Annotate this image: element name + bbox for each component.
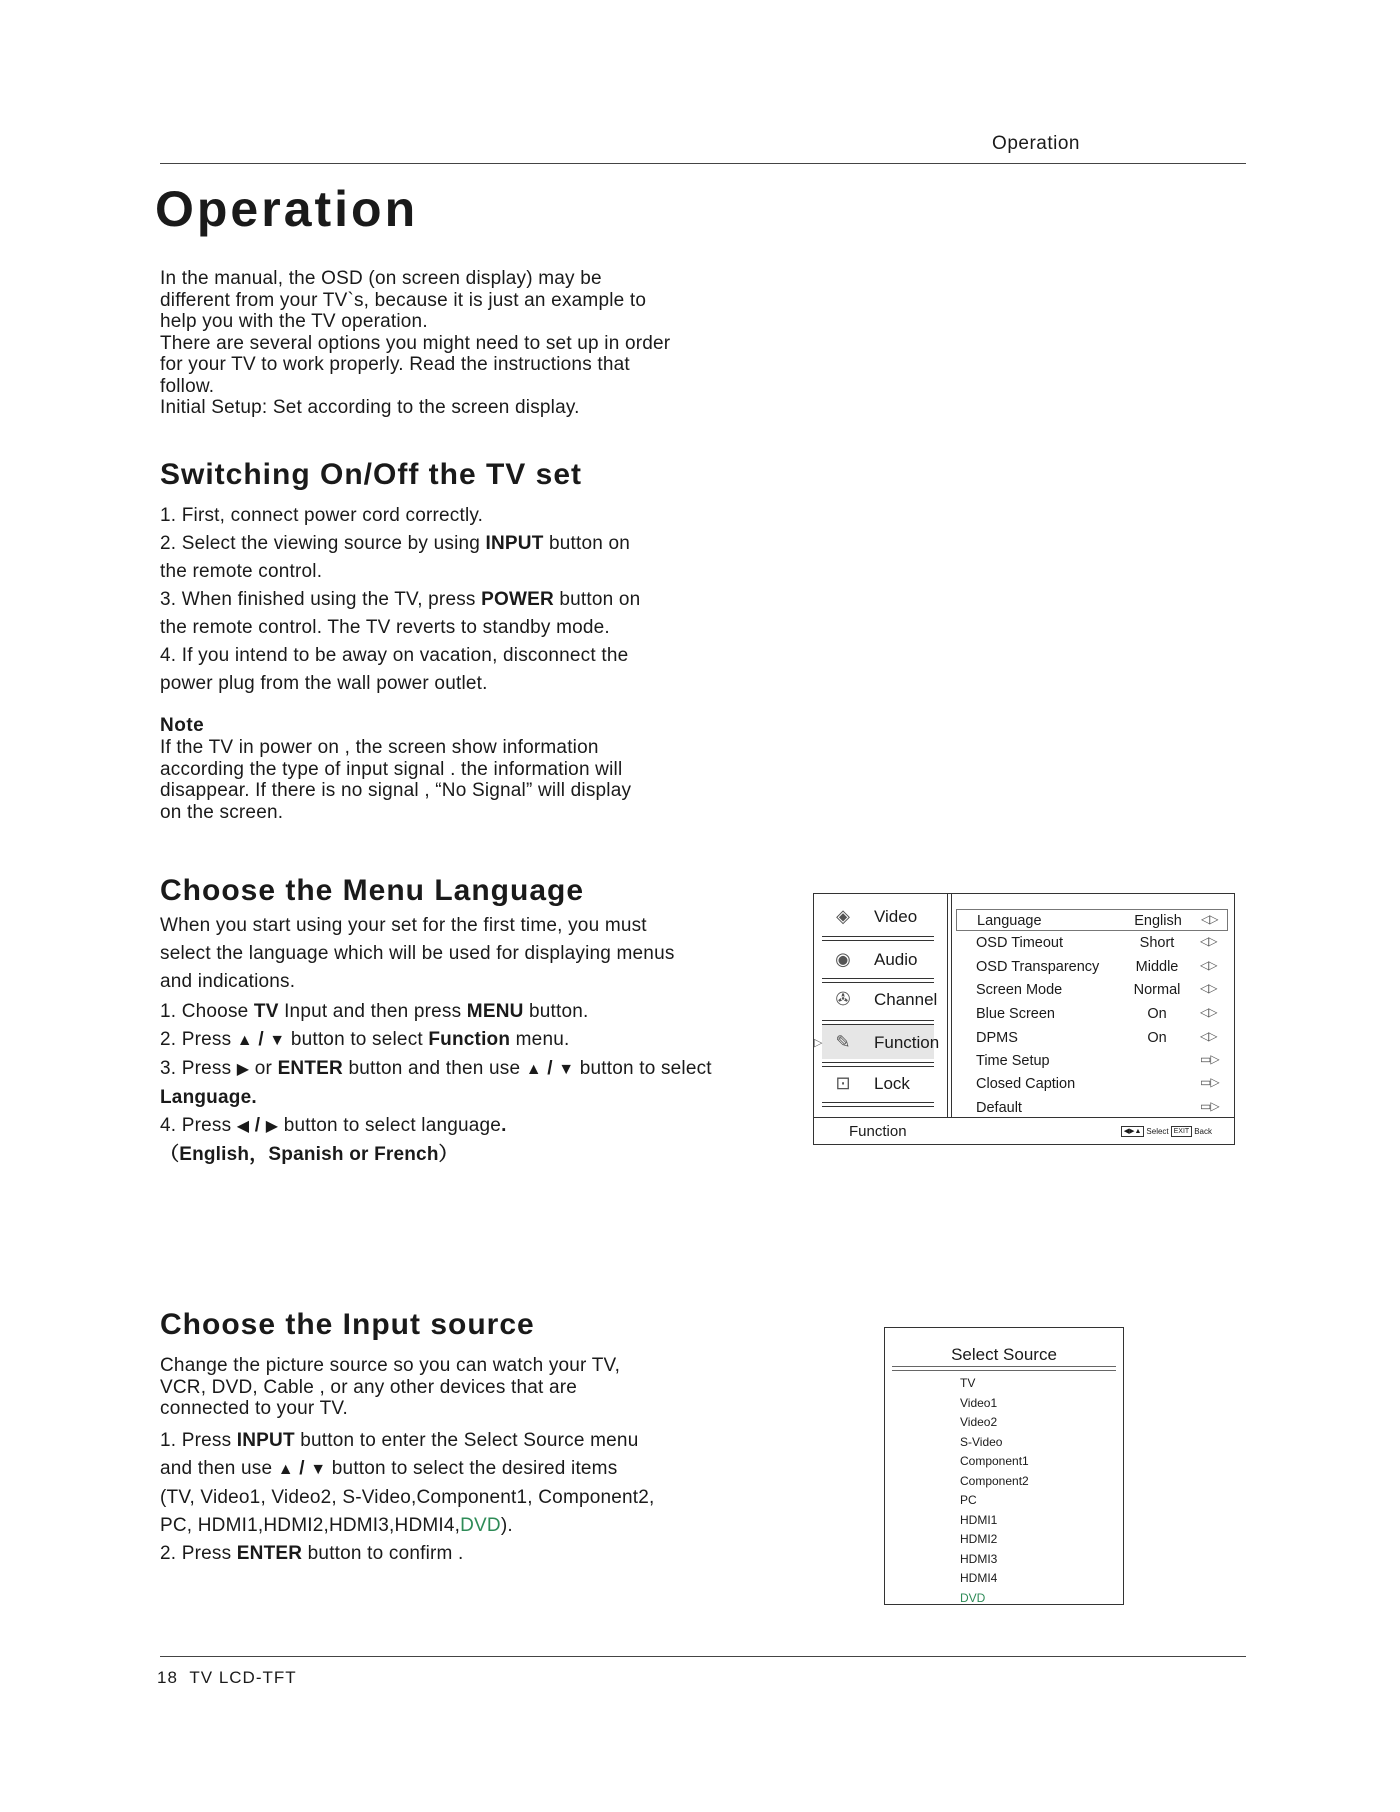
osd-separator bbox=[822, 1102, 934, 1107]
osd-menu-video[interactable]: ◈ Video bbox=[822, 899, 934, 933]
up-arrow-icon: ▲ bbox=[525, 1061, 542, 1078]
intro-line: different from your TV`s, because it is just an example to bbox=[160, 289, 647, 311]
source-item[interactable]: Component2 bbox=[960, 1473, 1029, 1488]
language-text: select the language which will be used for displaying menus bbox=[160, 943, 675, 964]
enter-submenu-icon: ▭▷ bbox=[1200, 1052, 1219, 1066]
language-text: When you start using your set for the first time, you must bbox=[160, 915, 647, 936]
source-item[interactable]: Video1 bbox=[960, 1395, 998, 1410]
osd-row-closed-caption[interactable]: Closed Caption ▭▷ bbox=[976, 1075, 1219, 1092]
osd-row-time-setup[interactable]: Time Setup ▭▷ bbox=[976, 1052, 1219, 1069]
exit-key: EXIT bbox=[1171, 1126, 1193, 1137]
left-right-arrows-icon: ◁▷ bbox=[1201, 912, 1218, 926]
note-line: If the TV in power on , the screen show information bbox=[160, 737, 599, 758]
switching-steps bbox=[160, 502, 760, 698]
video-icon: ◈ bbox=[836, 906, 850, 926]
osd-footer bbox=[814, 1117, 1234, 1145]
osd-row-blue-screen[interactable]: Blue Screen On ◁▷ bbox=[976, 1005, 1217, 1022]
source-item[interactable]: HDMI4 bbox=[960, 1571, 998, 1585]
step-text: PC, HDMI1,HDMI2,HDMI3,HDMI4,DVD). bbox=[160, 1515, 513, 1536]
osd-row-dpms[interactable]: DPMS On ◁▷ bbox=[976, 1029, 1217, 1046]
left-arrow-icon: ◀ bbox=[236, 1118, 250, 1135]
running-header: Operation bbox=[992, 133, 1080, 154]
intro-line: follow. bbox=[160, 375, 215, 397]
right-arrow-icon: ▶ bbox=[265, 1118, 279, 1135]
step-text: Language. bbox=[160, 1087, 257, 1108]
down-arrow-icon: ▼ bbox=[558, 1061, 575, 1078]
switching-heading: Switching On/Off the TV set bbox=[160, 458, 583, 491]
up-arrow-icon: ▲ bbox=[236, 1032, 253, 1049]
intro-paragraph bbox=[160, 268, 760, 419]
step-text: 4. If you intend to be away on vacation, disconnect the bbox=[160, 645, 629, 666]
channel-icon: ✇ bbox=[835, 989, 851, 1009]
input-line: connected to your TV. bbox=[160, 1398, 348, 1419]
language-text: and indications. bbox=[160, 971, 296, 992]
left-right-arrows-icon: ◁▷ bbox=[1200, 958, 1217, 972]
note-line: disappear. If there is no signal , “No Signal” will display bbox=[160, 780, 632, 801]
source-item[interactable]: HDMI3 bbox=[960, 1551, 998, 1566]
left-right-arrows-icon: ◁▷ bbox=[1200, 1029, 1217, 1043]
selected-pointer-icon: ▷ bbox=[814, 1037, 823, 1049]
step-text: 3. When finished using the TV, press POWER button on bbox=[160, 589, 641, 610]
step-text: power plug from the wall power outlet. bbox=[160, 673, 488, 694]
language-heading: Choose the Menu Language bbox=[160, 874, 585, 907]
step-text: （English，Spanish or French） bbox=[160, 1144, 458, 1165]
source-list bbox=[960, 1374, 1029, 1608]
osd-key-hints: ◀▶▲ Select EXIT Back bbox=[1121, 1126, 1212, 1137]
input-steps bbox=[160, 1427, 800, 1568]
note-line: on the screen. bbox=[160, 801, 284, 823]
navigation-keys-icon: ◀▶▲ bbox=[1121, 1126, 1145, 1137]
osd-settings-list bbox=[956, 894, 1228, 1117]
osd-menu-lock[interactable]: ⊡ Lock bbox=[822, 1066, 934, 1100]
note-heading: Note bbox=[160, 715, 205, 736]
step-text: 2. Press ENTER button to confirm . bbox=[160, 1543, 464, 1564]
step-text: the remote control. The TV reverts to standby mode. bbox=[160, 617, 610, 638]
source-item[interactable]: Video2 bbox=[960, 1415, 998, 1429]
enter-submenu-icon: ▭▷ bbox=[1200, 1099, 1219, 1113]
down-arrow-icon: ▼ bbox=[310, 1461, 327, 1478]
page-title: Operation bbox=[155, 181, 419, 237]
header-rule bbox=[160, 163, 1246, 164]
step-text: 1. First, connect power cord correctly. bbox=[160, 505, 484, 526]
left-right-arrows-icon: ◁▷ bbox=[1200, 934, 1217, 948]
footer-rule bbox=[160, 1656, 1246, 1657]
osd-row-default[interactable]: Default ▭▷ bbox=[976, 1099, 1219, 1116]
osd-divider bbox=[947, 894, 952, 1117]
input-line: VCR, DVD, Cable , or any other devices that are bbox=[160, 1376, 578, 1398]
select-source-rule bbox=[892, 1366, 1116, 1371]
input-intro bbox=[160, 1355, 760, 1420]
left-right-arrows-icon: ◁▷ bbox=[1200, 1005, 1217, 1019]
page-number: 18 bbox=[157, 1668, 178, 1687]
page-footer bbox=[157, 1668, 297, 1688]
lock-icon: ⊡ bbox=[835, 1073, 851, 1093]
enter-submenu-icon: ▭▷ bbox=[1200, 1075, 1219, 1089]
intro-line: help you with the TV operation. bbox=[160, 311, 428, 332]
osd-function-menu bbox=[813, 893, 1235, 1145]
source-item[interactable]: Component1 bbox=[960, 1454, 1029, 1468]
select-source-title: Select Source bbox=[951, 1345, 1057, 1364]
source-item[interactable]: S-Video bbox=[960, 1434, 1003, 1449]
step-text: 3. Press ▶ or ENTER button and then use ▲ / ▼ button to select bbox=[160, 1058, 712, 1079]
osd-category-list bbox=[814, 894, 947, 1117]
note-line: according the type of input signal . the information will bbox=[160, 758, 623, 780]
osd-menu-function[interactable]: ✎ Function bbox=[822, 1025, 934, 1059]
source-item[interactable]: HDMI2 bbox=[960, 1532, 998, 1546]
note-text bbox=[160, 737, 760, 823]
step-text: 4. Press ◀ / ▶ button to select language. bbox=[160, 1115, 507, 1136]
input-line: Change the picture source so you can watch your TV, bbox=[160, 1355, 621, 1376]
input-heading: Choose the Input source bbox=[160, 1308, 535, 1341]
left-right-arrows-icon: ◁▷ bbox=[1200, 981, 1217, 995]
step-text: 1. Press INPUT button to enter the Select Source menu bbox=[160, 1430, 639, 1451]
down-arrow-icon: ▼ bbox=[269, 1032, 286, 1049]
intro-line: There are several options you might need to set up in order bbox=[160, 332, 671, 354]
osd-row-osd-transparency[interactable]: OSD Transparency Middle ◁▷ bbox=[976, 958, 1217, 975]
select-source-menu bbox=[884, 1327, 1124, 1605]
right-arrow-icon: ▶ bbox=[236, 1061, 250, 1078]
source-item[interactable]: HDMI1 bbox=[960, 1512, 998, 1527]
osd-separator bbox=[822, 936, 934, 941]
language-steps bbox=[160, 912, 800, 1169]
osd-footer-label: Function bbox=[849, 1123, 907, 1140]
function-icon: ✎ bbox=[835, 1032, 851, 1052]
osd-row-screen-mode[interactable]: Screen Mode Normal ◁▷ bbox=[976, 981, 1217, 998]
up-arrow-icon: ▲ bbox=[277, 1461, 294, 1478]
step-text: 1. Choose TV Input and then press MENU button. bbox=[160, 1001, 589, 1022]
intro-line: Initial Setup: Set according to the screen display. bbox=[160, 397, 580, 418]
source-item[interactable]: TV bbox=[960, 1376, 976, 1390]
osd-row-osd-timeout[interactable]: OSD Timeout Short ◁▷ bbox=[976, 934, 1217, 951]
step-text: the remote control. bbox=[160, 561, 323, 582]
step-text: (TV, Video1, Video2, S-Video,Component1, Component2, bbox=[160, 1487, 655, 1508]
source-item[interactable]: PC bbox=[960, 1493, 977, 1507]
step-text: 2. Press ▲ / ▼ button to select Function menu. bbox=[160, 1029, 570, 1050]
source-item-dvd[interactable]: DVD bbox=[960, 1590, 986, 1605]
intro-line: In the manual, the OSD (on screen display) may be bbox=[160, 268, 602, 289]
osd-menu-channel[interactable]: ✇ Channel bbox=[822, 982, 934, 1016]
intro-line: for your TV to work properly. Read the instructions that bbox=[160, 354, 630, 375]
step-text: 2. Select the viewing source by using INPUT button on bbox=[160, 533, 631, 554]
step-text: and then use ▲ / ▼ button to select the desired items bbox=[160, 1458, 618, 1479]
audio-icon: ◉ bbox=[835, 949, 851, 969]
osd-row-language[interactable]: Language English ◁▷ bbox=[956, 909, 1228, 931]
osd-menu-audio[interactable]: ◉ Audio bbox=[822, 942, 934, 976]
model-name: TV LCD-TFT bbox=[189, 1668, 297, 1687]
